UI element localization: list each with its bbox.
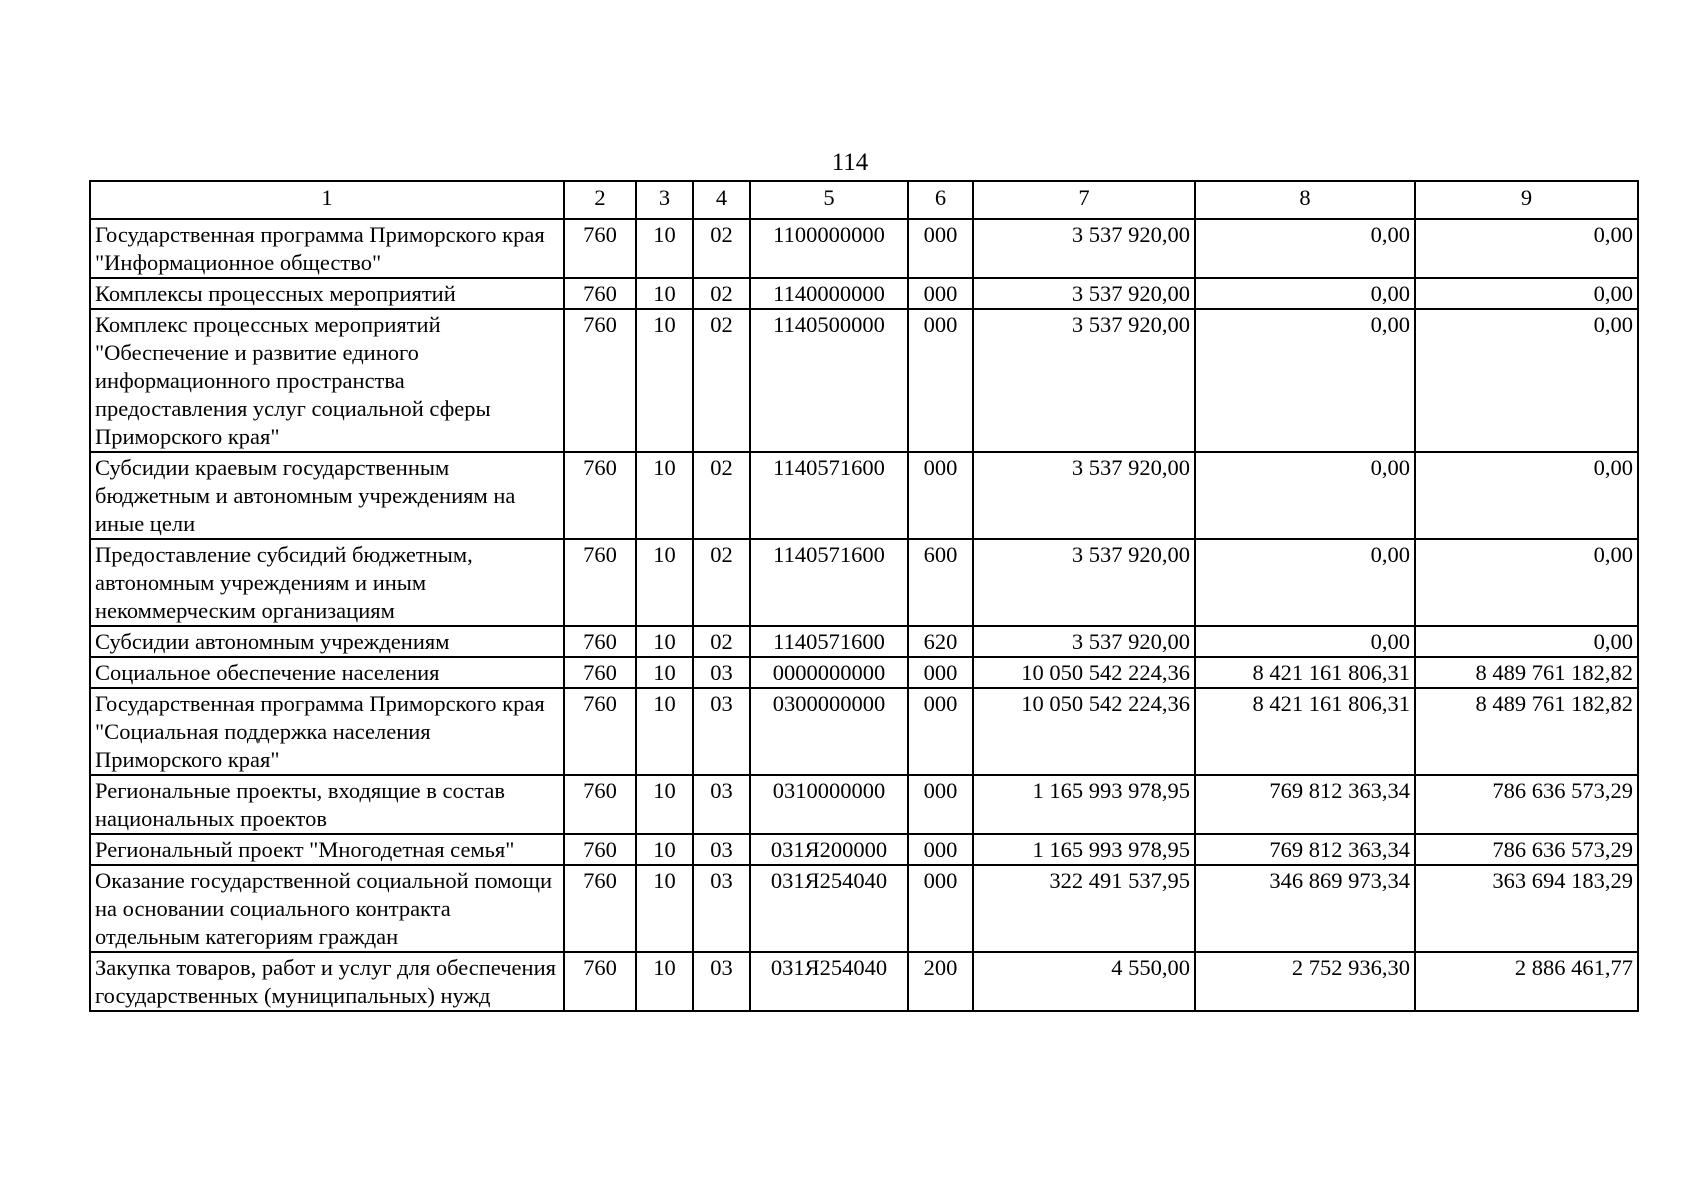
amount-cell: 3 537 920,00 [973, 539, 1195, 626]
code-cell: 1140571600 [750, 539, 908, 626]
code-cell: 10 [636, 834, 693, 865]
amount-cell: 0,00 [1415, 219, 1638, 278]
code-cell: 000 [908, 657, 973, 688]
code-cell: 760 [564, 539, 636, 626]
amount-cell: 0,00 [1195, 219, 1415, 278]
amount-cell: 0,00 [1415, 309, 1638, 452]
amount-cell: 1 165 993 978,95 [973, 834, 1195, 865]
amount-cell: 0,00 [1415, 539, 1638, 626]
row-name: Субсидии автономным учреждениям [90, 626, 564, 657]
header-cell: 9 [1415, 181, 1638, 219]
code-cell: 760 [564, 309, 636, 452]
code-cell: 031Я254040 [750, 865, 908, 952]
code-cell: 0310000000 [750, 775, 908, 834]
code-cell: 1100000000 [750, 219, 908, 278]
table-row [90, 626, 1638, 657]
code-cell: 10 [636, 219, 693, 278]
table-row [90, 952, 1638, 1011]
code-cell: 760 [564, 278, 636, 309]
amount-cell: 346 869 973,34 [1195, 865, 1415, 952]
code-cell: 02 [693, 309, 750, 452]
header-cell: 5 [750, 181, 908, 219]
amount-cell: 3 537 920,00 [973, 452, 1195, 539]
code-cell: 03 [693, 952, 750, 1011]
code-cell: 1140571600 [750, 452, 908, 539]
code-cell: 760 [564, 952, 636, 1011]
amount-cell: 2 752 936,30 [1195, 952, 1415, 1011]
header-cell: 7 [973, 181, 1195, 219]
code-cell: 10 [636, 952, 693, 1011]
row-name: Предоставление субсидий бюджетным, автономным учреждениям и иным некоммерческим организациям [90, 539, 564, 626]
amount-cell: 0,00 [1195, 539, 1415, 626]
amount-cell: 322 491 537,95 [973, 865, 1195, 952]
code-cell: 760 [564, 452, 636, 539]
table-row [90, 278, 1638, 309]
code-cell: 10 [636, 657, 693, 688]
code-cell: 10 [636, 775, 693, 834]
header-row [90, 181, 1638, 219]
code-cell: 000 [908, 219, 973, 278]
code-cell: 200 [908, 952, 973, 1011]
code-cell: 760 [564, 775, 636, 834]
code-cell: 03 [693, 834, 750, 865]
table-row [90, 309, 1638, 452]
code-cell: 1140500000 [750, 309, 908, 452]
row-name: Региональные проекты, входящие в состав национальных проектов [90, 775, 564, 834]
budget-table [89, 180, 1639, 1012]
amount-cell: 0,00 [1415, 626, 1638, 657]
code-cell: 620 [908, 626, 973, 657]
code-cell: 02 [693, 278, 750, 309]
code-cell: 000 [908, 865, 973, 952]
row-name: Субсидии краевым государственным бюджетным и автономным учреждениям на иные цели [90, 452, 564, 539]
code-cell: 10 [636, 452, 693, 539]
code-cell: 0000000000 [750, 657, 908, 688]
code-cell: 031Я254040 [750, 952, 908, 1011]
row-name: Комплексы процессных мероприятий [90, 278, 564, 309]
code-cell: 10 [636, 626, 693, 657]
amount-cell: 2 886 461,77 [1415, 952, 1638, 1011]
code-cell: 03 [693, 775, 750, 834]
row-name: Закупка товаров, работ и услуг для обеспечения государственных (муниципальных) нужд [90, 952, 564, 1011]
amount-cell: 4 550,00 [973, 952, 1195, 1011]
table-row [90, 688, 1638, 775]
code-cell: 02 [693, 539, 750, 626]
amount-cell: 786 636 573,29 [1415, 834, 1638, 865]
amount-cell: 1 165 993 978,95 [973, 775, 1195, 834]
header-cell: 6 [908, 181, 973, 219]
amount-cell: 0,00 [1195, 309, 1415, 452]
code-cell: 10 [636, 688, 693, 775]
header-cell: 3 [636, 181, 693, 219]
header-cell: 1 [90, 181, 564, 219]
amount-cell: 363 694 183,29 [1415, 865, 1638, 952]
code-cell: 760 [564, 865, 636, 952]
row-name: Региональный проект "Многодетная семья" [90, 834, 564, 865]
amount-cell: 3 537 920,00 [973, 219, 1195, 278]
amount-cell: 3 537 920,00 [973, 309, 1195, 452]
code-cell: 02 [693, 452, 750, 539]
code-cell: 031Я200000 [750, 834, 908, 865]
code-cell: 000 [908, 775, 973, 834]
table-row [90, 657, 1638, 688]
amount-cell: 769 812 363,34 [1195, 775, 1415, 834]
amount-cell: 3 537 920,00 [973, 278, 1195, 309]
amount-cell: 8 489 761 182,82 [1415, 688, 1638, 775]
code-cell: 600 [908, 539, 973, 626]
amount-cell: 0,00 [1195, 278, 1415, 309]
row-name: Государственная программа Приморского края "Социальная поддержка населения Приморского края" [90, 688, 564, 775]
code-cell: 10 [636, 865, 693, 952]
header-cell: 2 [564, 181, 636, 219]
code-cell: 10 [636, 278, 693, 309]
amount-cell: 8 421 161 806,31 [1195, 688, 1415, 775]
code-cell: 03 [693, 657, 750, 688]
amount-cell: 8 421 161 806,31 [1195, 657, 1415, 688]
table-row [90, 834, 1638, 865]
table-row [90, 452, 1638, 539]
code-cell: 760 [564, 834, 636, 865]
code-cell: 000 [908, 688, 973, 775]
amount-cell: 0,00 [1195, 626, 1415, 657]
amount-cell: 8 489 761 182,82 [1415, 657, 1638, 688]
code-cell: 10 [636, 539, 693, 626]
amount-cell: 0,00 [1415, 452, 1638, 539]
row-name: Государственная программа Приморского края "Информационное общество" [90, 219, 564, 278]
code-cell: 03 [693, 865, 750, 952]
amount-cell: 769 812 363,34 [1195, 834, 1415, 865]
amount-cell: 3 537 920,00 [973, 626, 1195, 657]
code-cell: 760 [564, 657, 636, 688]
header-cell: 8 [1195, 181, 1415, 219]
code-cell: 1140000000 [750, 278, 908, 309]
code-cell: 000 [908, 278, 973, 309]
code-cell: 02 [693, 626, 750, 657]
table-row [90, 865, 1638, 952]
page-number: 114 [831, 149, 869, 176]
row-name: Комплекс процессных мероприятий "Обеспечение и развитие единого информационного пространства предоставления услуг социальной сферы Приморского края" [90, 309, 564, 452]
code-cell: 760 [564, 626, 636, 657]
table-row [90, 539, 1638, 626]
table-row [90, 775, 1638, 834]
header-cell: 4 [693, 181, 750, 219]
code-cell: 10 [636, 309, 693, 452]
code-cell: 1140571600 [750, 626, 908, 657]
code-cell: 760 [564, 688, 636, 775]
code-cell: 02 [693, 219, 750, 278]
code-cell: 000 [908, 452, 973, 539]
amount-cell: 786 636 573,29 [1415, 775, 1638, 834]
table-row [90, 219, 1638, 278]
amount-cell: 0,00 [1415, 278, 1638, 309]
amount-cell: 10 050 542 224,36 [973, 657, 1195, 688]
code-cell: 000 [908, 834, 973, 865]
amount-cell: 10 050 542 224,36 [973, 688, 1195, 775]
amount-cell: 0,00 [1195, 452, 1415, 539]
row-name: Социальное обеспечение населения [90, 657, 564, 688]
row-name: Оказание государственной социальной помощи на основании социального контракта отдельным категориям граждан [90, 865, 564, 952]
code-cell: 0300000000 [750, 688, 908, 775]
code-cell: 000 [908, 309, 973, 452]
code-cell: 760 [564, 219, 636, 278]
code-cell: 03 [693, 688, 750, 775]
